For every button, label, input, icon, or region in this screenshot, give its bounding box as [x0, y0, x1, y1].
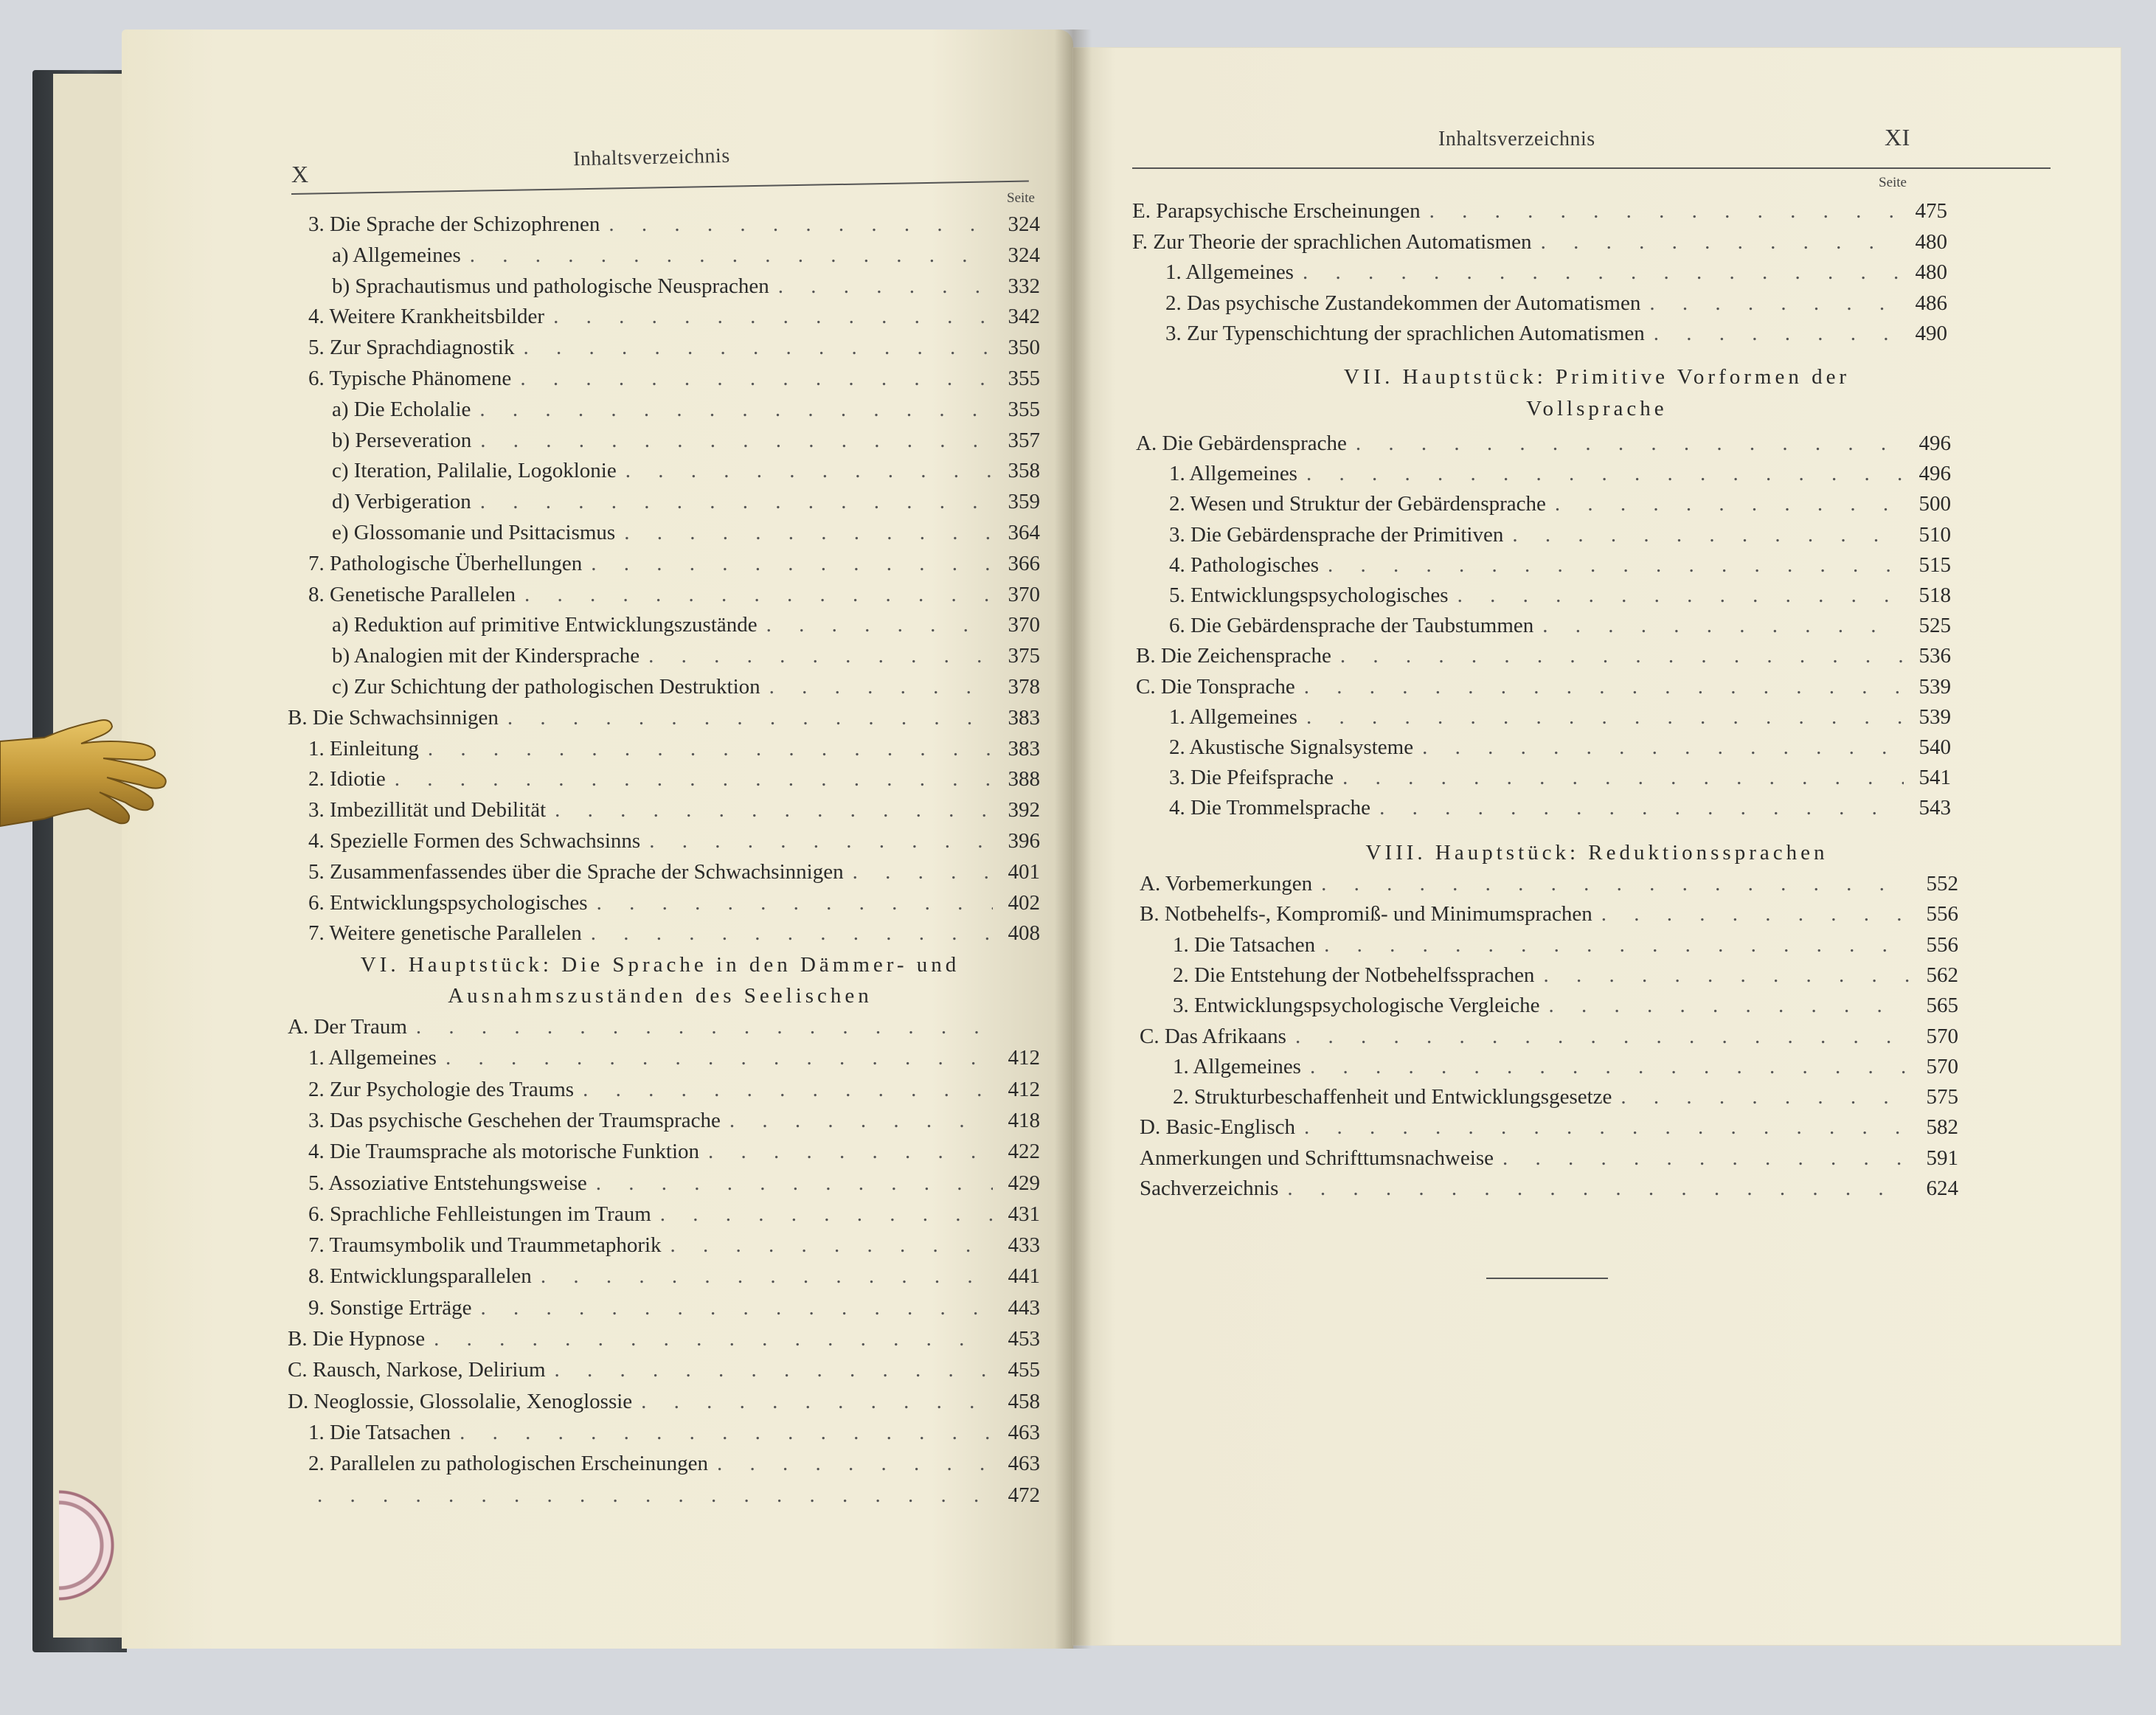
toc-entry-title: 3. Das psychische Geschehen der Traumsprache — [308, 1108, 721, 1132]
toc-entry — [308, 860, 1040, 884]
toc-entry-page: 458 — [1008, 1389, 1040, 1413]
book-gutter — [1055, 30, 1092, 1649]
dot-leader — [769, 675, 993, 699]
toc-entry — [1169, 523, 1951, 547]
dot-leader — [708, 1140, 993, 1164]
toc-entry-page: 402 — [1008, 890, 1040, 915]
dot-leader — [1303, 260, 1900, 285]
dot-leader — [520, 367, 993, 391]
toc-entry-title: 2. Akustische Signalsysteme — [1169, 735, 1414, 759]
toc-entry-title: 6. Typische Phänomene — [308, 367, 512, 390]
dot-leader — [1422, 735, 1904, 760]
toc-entry — [1173, 994, 1958, 1018]
dot-leader — [480, 490, 993, 514]
toc-entry-title: b) Perseveration — [332, 428, 472, 452]
toc-entry — [1136, 644, 1951, 668]
brass-hand-page-holder-icon — [0, 708, 170, 848]
toc-entry — [1136, 432, 1951, 456]
toc-entry-page: 324 — [1008, 243, 1040, 267]
toc-entry-title: C. Das Afrikaans — [1140, 1024, 1286, 1048]
dot-leader — [395, 767, 993, 791]
dot-leader — [1621, 1085, 1911, 1109]
toc-entry — [308, 212, 1040, 237]
dot-leader — [553, 305, 993, 329]
toc-entry — [1169, 766, 1951, 790]
toc-entry-page: 570 — [1926, 1024, 1958, 1048]
toc-entry-page: 388 — [1008, 767, 1040, 791]
toc-entry-title: 3. Zur Typenschichtung der sprachlichen Automatismen — [1165, 322, 1645, 345]
toc-entry-page: 486 — [1915, 291, 1947, 315]
toc-entry-page: 431 — [1008, 1202, 1040, 1226]
toc-entry — [332, 459, 1040, 483]
dot-leader — [1304, 675, 1904, 699]
dot-leader — [648, 644, 993, 668]
dot-leader — [480, 1296, 993, 1320]
toc-entry-title: a) Die Echolalie — [332, 397, 471, 421]
toc-entry-title: 2. Die Entstehung der Notbehelfssprachen — [1173, 963, 1535, 987]
dot-leader — [1306, 705, 1904, 730]
toc-entry-page: 396 — [1008, 829, 1040, 853]
toc-entry-page: 490 — [1915, 322, 1947, 345]
toc-entry — [332, 429, 1040, 453]
toc-entry-title: 6. Die Gebärdensprache der Taubstummen — [1169, 614, 1534, 638]
toc-entry-page: 441 — [1008, 1264, 1040, 1289]
toc-entry — [1140, 1146, 1958, 1171]
toc-entry-title: 1. Die Tatsachen — [308, 1420, 451, 1444]
toc-entry-title: 1. Allgemeines — [1169, 462, 1297, 486]
dot-leader — [317, 1483, 993, 1508]
toc-entry-page: 556 — [1926, 902, 1958, 926]
toc-entry-title: 3. Entwicklungspsychologische Vergleiche — [1173, 994, 1540, 1018]
toc-entry — [1140, 1177, 1958, 1201]
toc-entry-title: a) Reduktion auf primitive Entwicklungszustände — [332, 613, 758, 637]
toc-entry-title: e) Glossomanie und Psittacismus — [332, 521, 616, 544]
toc-entry-title: a) Allgemeines — [332, 243, 461, 267]
toc-entry — [308, 798, 1040, 822]
toc-entry-page: 536 — [1918, 644, 1951, 668]
toc-entry-title: 5. Assoziative Entstehungsweise — [308, 1171, 587, 1195]
toc-entry-page: 383 — [1008, 736, 1040, 761]
toc-entry — [332, 521, 1040, 545]
dot-leader — [1324, 933, 1911, 957]
toc-entry-title: c) Iteration, Palilalie, Logoklonie — [332, 459, 617, 483]
toc-entry-page: 472 — [1008, 1483, 1040, 1507]
toc-entry-page: 412 — [1008, 1046, 1040, 1070]
toc-entry-title: 2. Das psychische Zustandekommen der Automatismen — [1165, 291, 1641, 315]
dot-leader — [1287, 1177, 1911, 1201]
toc-entry — [332, 613, 1040, 637]
toc-entry-title: 1. Die Tatsachen — [1173, 932, 1316, 957]
toc-entry-page: 378 — [1008, 675, 1040, 699]
toc-entry-page: 463 — [1008, 1452, 1040, 1476]
dot-leader — [649, 829, 993, 853]
toc-entry — [1140, 872, 1958, 896]
dot-leader — [853, 860, 993, 884]
toc-entry-title: 8. Entwicklungsparallelen — [308, 1264, 532, 1289]
dot-leader — [1457, 583, 1904, 608]
toc-entry-page: 582 — [1926, 1115, 1958, 1140]
toc-entry-title: 6. Entwicklungspsychologisches — [308, 890, 588, 915]
dot-leader — [778, 274, 993, 299]
toc-entry-page: 575 — [1926, 1085, 1958, 1109]
toc-entry-page: 565 — [1926, 994, 1958, 1018]
toc-entry-title: D. Basic-Englisch — [1140, 1115, 1296, 1140]
toc-entry-title: F. Zur Theorie der sprachlichen Automatismen — [1132, 229, 1532, 254]
toc-entry-title: D. Neoglossie, Glossolalie, Xenoglossie — [288, 1389, 633, 1413]
toc-entry-page: 342 — [1008, 305, 1040, 329]
dot-leader — [717, 1452, 993, 1476]
dot-leader — [1543, 963, 1911, 988]
toc-entry-title: 1. Allgemeines — [308, 1046, 437, 1070]
toc-entry — [308, 921, 1040, 946]
toc-entry — [308, 583, 1040, 607]
toc-entry-title: 2. Idiotie — [308, 767, 386, 791]
dot-leader — [660, 1202, 993, 1227]
toc-entry — [1140, 1025, 1958, 1049]
toc-entry-title: c) Zur Schichtung der pathologischen Destruktion — [332, 675, 760, 699]
seite-label: Seite — [1007, 190, 1035, 206]
toc-entry-title: 7. Traumsymbolik und Traummetaphorik — [308, 1233, 662, 1258]
toc-entry-title: 2. Strukturbeschaffenheit und Entwicklungsgesetze — [1173, 1085, 1612, 1109]
dot-leader — [434, 1327, 993, 1351]
toc-entry-title: d) Verbigeration — [332, 490, 471, 514]
toc-entry — [308, 1140, 1040, 1164]
dot-leader — [1321, 872, 1911, 896]
toc-entry-title: 2. Zur Psychologie des Traums — [308, 1077, 575, 1101]
toc-entry — [332, 243, 1040, 268]
toc-entry-page: 455 — [1008, 1358, 1040, 1382]
toc-entry-page: 370 — [1008, 582, 1040, 606]
chapter-heading-viii: VIII. Hauptstück: Reduktionssprachen — [1365, 841, 1829, 865]
dot-leader — [480, 429, 993, 453]
page-number: X — [291, 161, 309, 187]
toc-entry — [308, 1296, 1040, 1320]
toc-entry — [308, 737, 1040, 761]
toc-entry-title: 1. Allgemeines — [1173, 1054, 1301, 1078]
toc-entry — [308, 336, 1040, 360]
dot-leader — [460, 1421, 993, 1445]
dot-leader — [766, 613, 993, 637]
header-rule — [1132, 167, 2051, 169]
toc-entry-page: 370 — [1008, 613, 1040, 637]
header-rule — [291, 181, 1029, 195]
dot-leader — [583, 1078, 993, 1102]
toc-entry-title: 3. Die Pfeifsprache — [1169, 766, 1334, 790]
toc-entry — [308, 829, 1040, 853]
dot-leader — [1429, 199, 1900, 224]
toc-entry-title: 1. Einleitung — [308, 736, 419, 761]
dot-leader — [479, 398, 993, 422]
dot-leader — [1310, 1055, 1911, 1079]
toc-entry-title: 4. Pathologisches — [1169, 552, 1319, 577]
toc-entry-title: B. Die Schwachsinnigen — [288, 705, 499, 730]
toc-entry-page: 433 — [1008, 1233, 1040, 1258]
chapter-heading-line: Vollsprache — [1526, 397, 1668, 420]
toc-entry — [1169, 583, 1951, 608]
dot-leader — [624, 521, 993, 545]
toc-entry-title: 5. Zur Sprachdiagnostik — [308, 336, 515, 360]
toc-entry-title: B. Die Zeichensprache — [1136, 644, 1331, 668]
dot-leader — [1295, 1025, 1911, 1049]
toc-entry-page: 480 — [1915, 260, 1947, 284]
toc-entry-page: 543 — [1918, 796, 1951, 820]
toc-entry-title: 8. Genetische Parallelen — [308, 582, 516, 606]
toc-entry — [288, 1015, 1040, 1039]
dot-leader — [596, 1171, 993, 1196]
toc-entry-title: 3. Die Sprache der Schizophrenen — [308, 212, 600, 236]
toc-entry — [1173, 963, 1958, 988]
dot-leader — [555, 1358, 993, 1382]
toc-entry-page: 358 — [1008, 459, 1040, 483]
toc-entry-title: 5. Entwicklungspsychologisches — [1169, 583, 1449, 607]
toc-entry-title: A. Die Gebärdensprache — [1136, 432, 1347, 455]
toc-entry-page: 515 — [1918, 552, 1951, 577]
dot-leader — [1379, 796, 1904, 820]
dot-leader — [1306, 462, 1904, 486]
toc-entry — [308, 1202, 1040, 1227]
toc-entry-page: 422 — [1008, 1140, 1040, 1164]
toc-entry-title: 7. Pathologische Überhellungen — [308, 551, 583, 575]
toc-entry-title: 7. Weitere genetische Parallelen — [308, 921, 582, 946]
toc-entry — [308, 1483, 1040, 1508]
toc-entry-title: Anmerkungen und Schrifttumsnachweise — [1140, 1146, 1494, 1170]
toc-entry — [308, 1171, 1040, 1196]
toc-entry-title: Sachverzeichnis — [1140, 1177, 1279, 1200]
toc-entry-page: 364 — [1008, 521, 1040, 544]
toc-entry — [308, 1452, 1040, 1476]
toc-entry-title: B. Notbehelfs-, Kompromiß- und Minimumsprachen — [1140, 902, 1592, 926]
toc-entry-page: 357 — [1008, 428, 1040, 452]
toc-entry-page: 552 — [1926, 872, 1958, 895]
toc-entry — [1132, 230, 1947, 254]
toc-entry-title: 1. Allgemeines — [1165, 260, 1294, 284]
toc-entry — [332, 644, 1040, 668]
dot-leader — [555, 798, 993, 822]
toc-entry — [1165, 291, 1947, 316]
toc-entry-title: b) Analogien mit der Kindersprache — [332, 644, 640, 668]
toc-entry — [1173, 1085, 1958, 1109]
toc-entry-page: 429 — [1008, 1171, 1040, 1195]
toc-entry-title: 5. Zusammenfassendes über die Sprache der Schwachsinnigen — [308, 859, 844, 884]
toc-entry — [308, 767, 1040, 791]
toc-entry-page: 332 — [1008, 274, 1040, 298]
toc-entry — [288, 1327, 1040, 1351]
dot-leader — [1356, 432, 1904, 456]
running-head: Inhaltsverzeichnis — [572, 144, 730, 171]
toc-entry-title: b) Sprachautismus und pathologische Neusprachen — [332, 274, 769, 298]
toc-entry — [308, 1421, 1040, 1445]
toc-entry-page: 480 — [1915, 229, 1947, 254]
left-page — [122, 30, 1073, 1649]
dot-leader — [1340, 644, 1904, 668]
toc-entry-page: 366 — [1008, 551, 1040, 575]
toc-entry-page: 525 — [1918, 614, 1951, 638]
toc-entry-title: 6. Sprachliche Fehlleistungen im Traum — [308, 1202, 651, 1226]
toc-entry-page: 570 — [1926, 1054, 1958, 1078]
toc-entry-page: 500 — [1918, 492, 1951, 516]
toc-entry — [1169, 735, 1951, 760]
toc-entry-page: 496 — [1918, 462, 1951, 486]
toc-entry-page: 539 — [1918, 674, 1951, 699]
dot-leader — [1548, 994, 1911, 1018]
toc-entry — [1169, 614, 1951, 638]
toc-entry — [308, 552, 1040, 576]
endpaper — [53, 74, 133, 1638]
dot-leader — [470, 243, 993, 268]
toc-entry — [308, 1233, 1040, 1258]
toc-entry — [332, 490, 1040, 514]
toc-entry — [288, 706, 1040, 730]
toc-entry-page: 624 — [1926, 1177, 1958, 1200]
toc-entry-title: C. Die Tonsprache — [1136, 674, 1295, 699]
dot-leader — [591, 552, 993, 576]
dot-leader — [641, 1390, 993, 1414]
dot-leader — [1654, 322, 1900, 346]
toc-entry-title: E. Parapsychische Erscheinungen — [1132, 199, 1421, 223]
toc-entry — [1132, 199, 1947, 224]
toc-entry — [1169, 796, 1951, 820]
toc-entry — [308, 367, 1040, 391]
dot-leader — [1601, 902, 1911, 926]
toc-entry — [1140, 1115, 1958, 1140]
toc-entry-title: A. Der Traum — [288, 1015, 407, 1039]
dot-leader — [1649, 291, 1900, 316]
seite-label: Seite — [1879, 175, 1907, 190]
dot-leader — [541, 1264, 993, 1289]
dot-leader — [1512, 523, 1904, 547]
toc-entry-page: 496 — [1918, 432, 1951, 455]
toc-entry — [1165, 322, 1947, 346]
dot-leader — [670, 1233, 993, 1258]
dot-leader — [1542, 614, 1904, 638]
dot-leader — [416, 1015, 993, 1039]
toc-entry-title: 4. Die Traumsprache als motorische Funktion — [308, 1140, 700, 1164]
toc-entry-page: 540 — [1918, 735, 1951, 759]
toc-entry — [332, 274, 1040, 299]
toc-entry-page: 392 — [1008, 798, 1040, 822]
toc-entry-page: 350 — [1008, 336, 1040, 360]
toc-entry-page: 475 — [1915, 199, 1947, 223]
toc-entry-title: 4. Weitere Krankheitsbilder — [308, 305, 545, 329]
right-page — [1073, 48, 2121, 1645]
toc-entry-title: C. Rausch, Narkose, Delirium — [288, 1358, 546, 1382]
chapter-heading-line: VII. Hauptstück: Primitive Vorformen der — [1343, 365, 1851, 389]
toc-entry-title: B. Die Hypnose — [288, 1327, 426, 1351]
toc-entry — [1173, 1055, 1958, 1079]
chapter-heading-line: Ausnahmszuständen des Seelischen — [448, 984, 873, 1008]
toc-entry-page: 463 — [1008, 1420, 1040, 1444]
toc-entry — [1140, 902, 1958, 926]
end-rule — [1486, 1278, 1608, 1279]
toc-entry-title: 3. Imbezillität und Debilität — [308, 798, 547, 822]
toc-entry-page: 383 — [1008, 705, 1040, 730]
dot-leader — [523, 336, 993, 360]
dot-leader — [1328, 553, 1904, 578]
toc-entry-title: 1. Allgemeines — [1169, 704, 1297, 729]
dot-leader — [1555, 492, 1904, 516]
toc-entry-page: 541 — [1918, 766, 1951, 790]
toc-entry-page: 412 — [1008, 1077, 1040, 1101]
toc-entry-page: 518 — [1918, 583, 1951, 607]
toc-entry-page: 401 — [1008, 859, 1040, 884]
dot-leader — [524, 583, 993, 607]
toc-entry-title: 2. Wesen und Struktur der Gebärdensprache — [1169, 492, 1546, 516]
dot-leader — [597, 891, 993, 915]
toc-entry-page: 591 — [1926, 1146, 1958, 1170]
toc-entry-page: 355 — [1008, 397, 1040, 421]
toc-entry — [1169, 553, 1951, 578]
toc-entry — [308, 1264, 1040, 1289]
toc-entry — [1169, 705, 1951, 730]
toc-entry — [1136, 675, 1951, 699]
toc-entry — [308, 1046, 1040, 1070]
toc-entry — [288, 1358, 1040, 1382]
toc-entry-title: 4. Die Trommelsprache — [1169, 796, 1371, 820]
toc-entry-page: 359 — [1008, 490, 1040, 514]
dot-leader — [729, 1109, 993, 1133]
toc-entry-page: 443 — [1008, 1295, 1040, 1320]
toc-entry-page: 408 — [1008, 921, 1040, 946]
page-number: XI — [1885, 124, 1910, 150]
dot-leader — [591, 921, 993, 946]
running-head: Inhaltsverzeichnis — [1438, 128, 1595, 150]
toc-entry — [1165, 260, 1947, 285]
toc-entry-title: 9. Sonstige Erträge — [308, 1295, 472, 1320]
toc-entry — [288, 1390, 1040, 1414]
toc-entry-page: 562 — [1926, 963, 1958, 987]
toc-entry-page: 355 — [1008, 367, 1040, 390]
toc-entry — [308, 1109, 1040, 1133]
dot-leader — [446, 1046, 993, 1070]
toc-entry — [332, 675, 1040, 699]
toc-entry — [308, 1078, 1040, 1102]
toc-entry-page: 510 — [1918, 522, 1951, 547]
chapter-heading-line: VI. Hauptstück: Die Sprache in den Dämmer- und — [360, 953, 960, 977]
dot-leader — [507, 706, 993, 730]
toc-entry-page: 418 — [1008, 1108, 1040, 1132]
toc-entry-title: 4. Spezielle Formen des Schwachsinns — [308, 829, 641, 853]
dot-leader — [625, 459, 993, 483]
toc-entry — [1169, 492, 1951, 516]
dot-leader — [609, 212, 993, 237]
toc-entry — [308, 305, 1040, 329]
toc-entry — [1169, 462, 1951, 486]
dot-leader — [1342, 766, 1904, 790]
dot-leader — [428, 737, 993, 761]
dot-leader — [1304, 1115, 1911, 1140]
toc-entry-title: 3. Die Gebärdensprache der Primitiven — [1169, 522, 1504, 547]
toc-entry-page: 556 — [1926, 932, 1958, 957]
toc-entry — [332, 398, 1040, 422]
toc-entry — [308, 891, 1040, 915]
toc-entry-title: A. Vorbemerkungen — [1140, 872, 1313, 895]
toc-entry-page: 539 — [1918, 704, 1951, 729]
toc-entry-page: 375 — [1008, 644, 1040, 668]
toc-entry-title: 2. Parallelen zu pathologischen Erscheinungen — [308, 1452, 708, 1476]
toc-entry — [1173, 933, 1958, 957]
dot-leader — [1541, 230, 1900, 254]
dot-leader — [1502, 1146, 1911, 1171]
toc-entry-page: 324 — [1008, 212, 1040, 236]
toc-entry-page: 453 — [1008, 1327, 1040, 1351]
